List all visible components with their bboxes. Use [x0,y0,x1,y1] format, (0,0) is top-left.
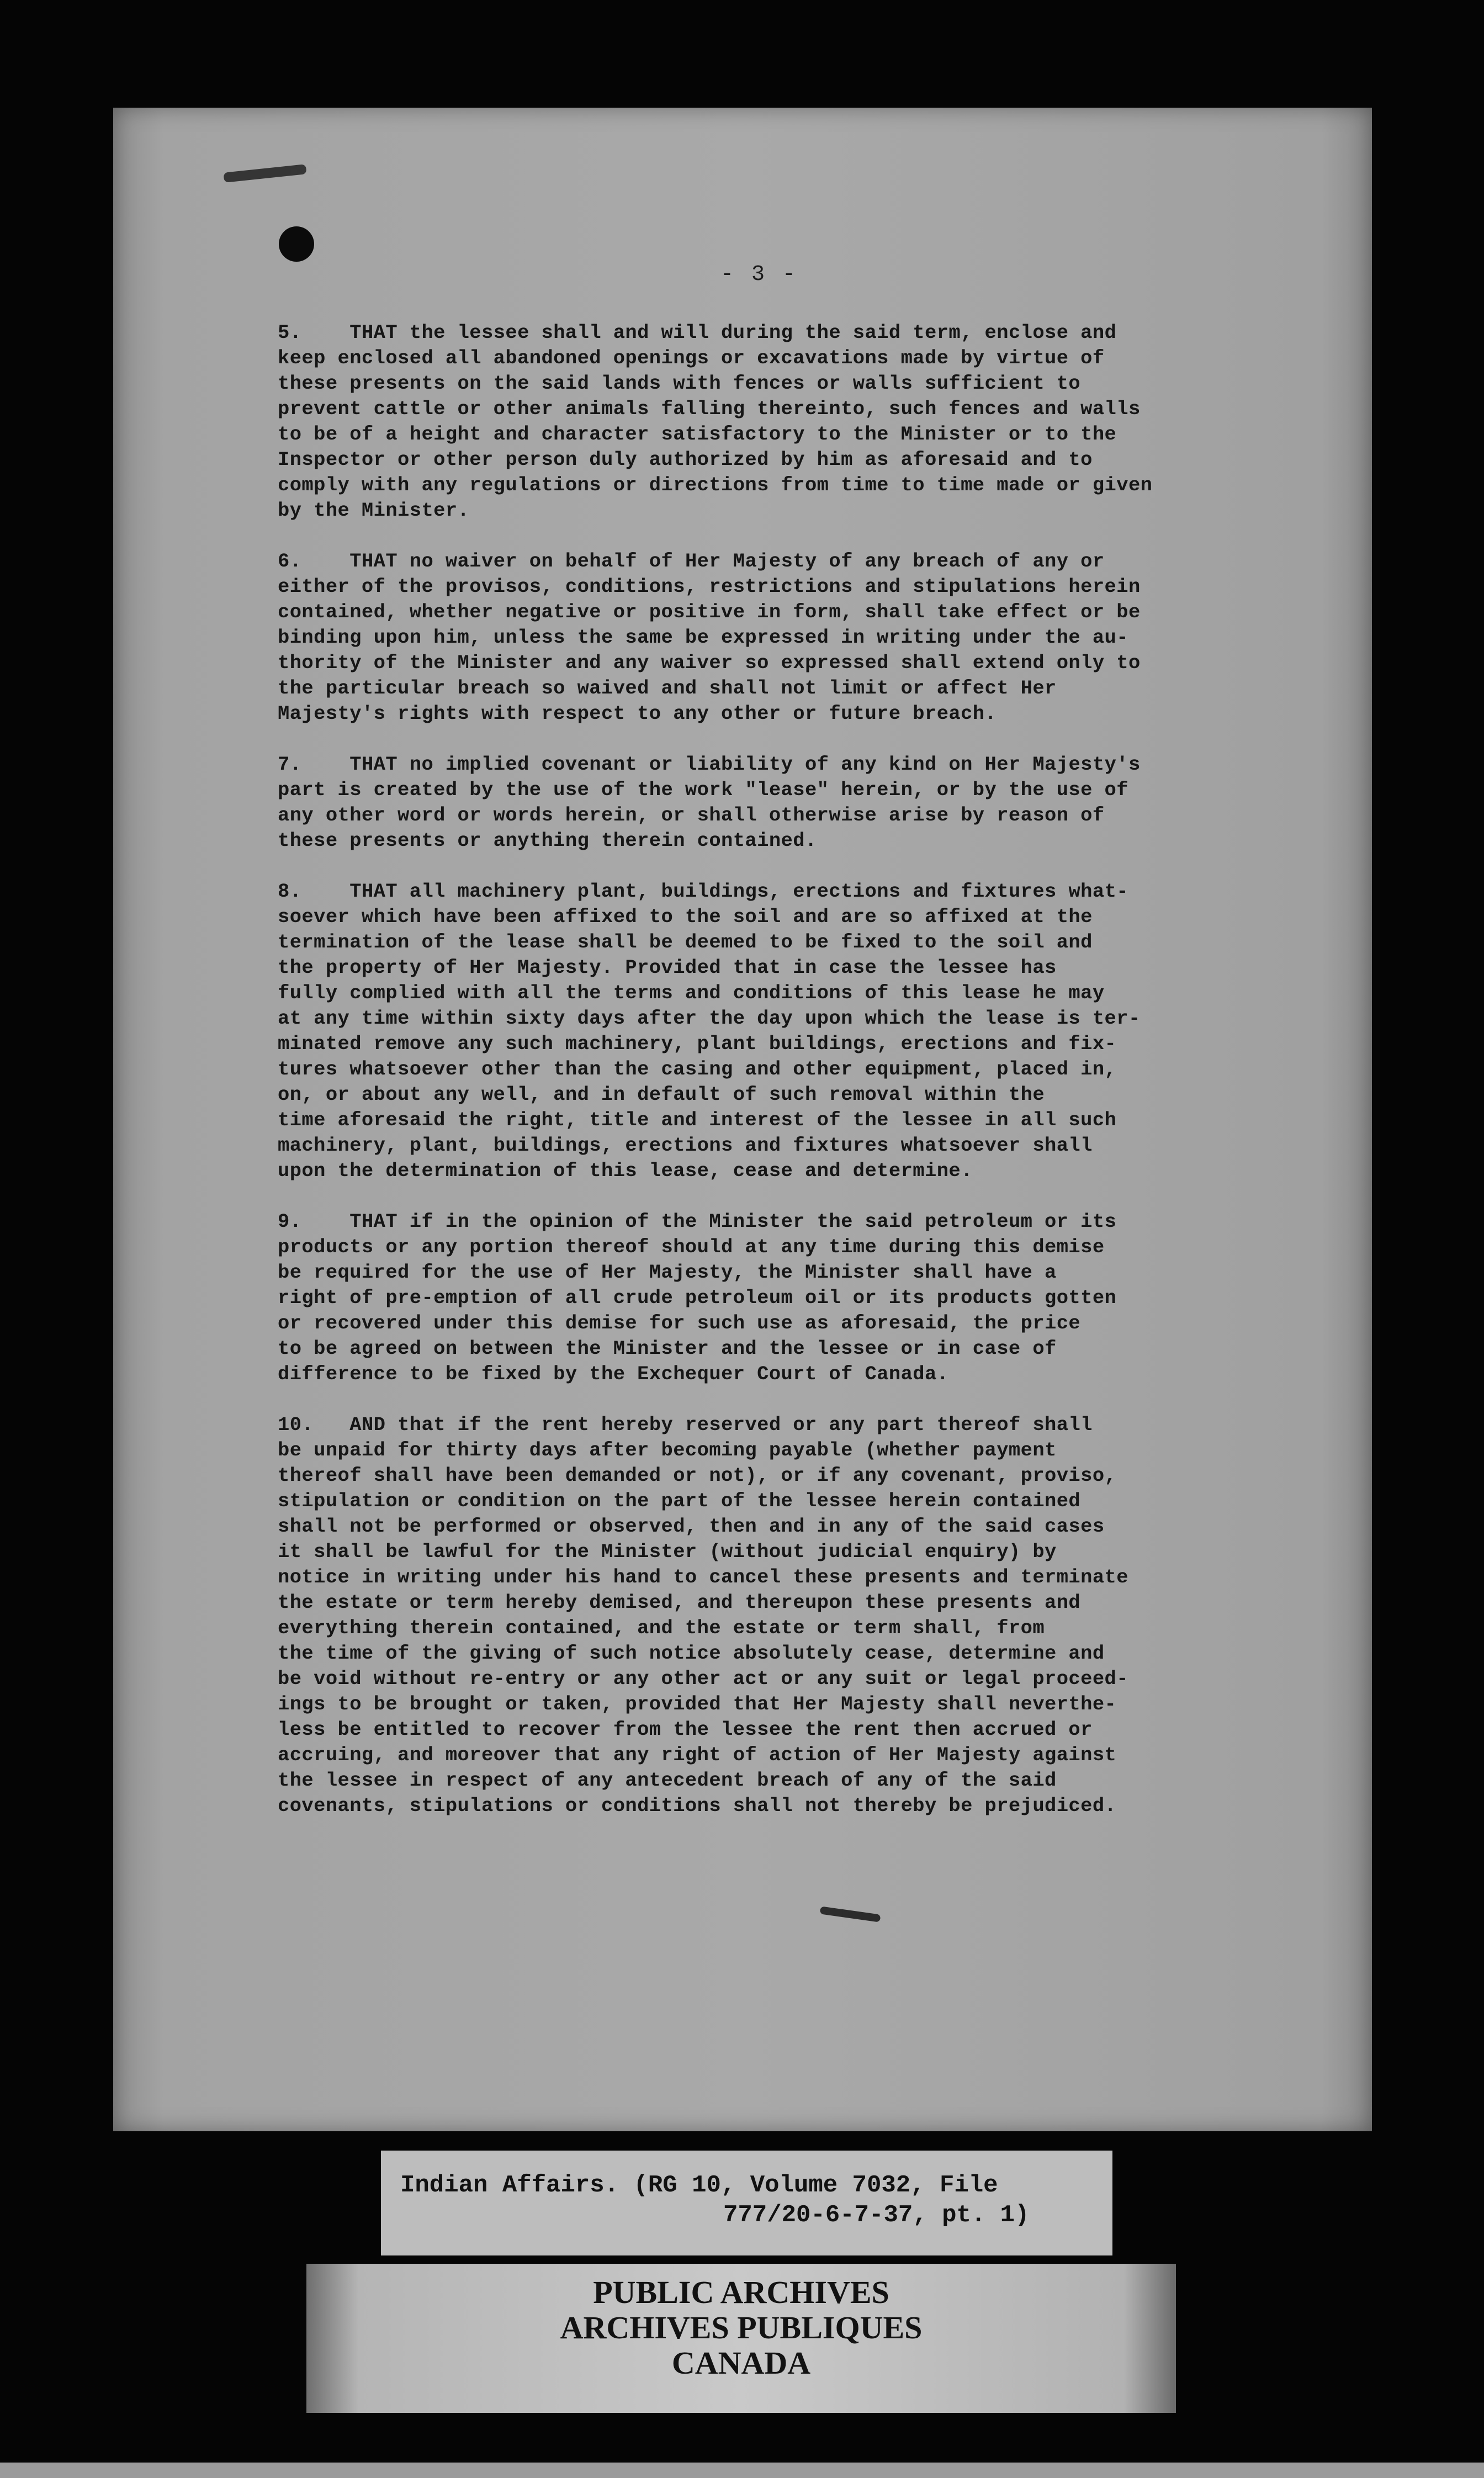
clause-number: 5. [278,321,302,344]
scanned-document-page [113,108,1372,2131]
clause-number: 9. [278,1210,302,1233]
clause-text: AND that if the rent hereby reserved or any part thereof shall be unpaid for thirty days after becoming payable (whether payment thereof shall have been demanded or not), or if any covenant, proviso, stipulation or condition on the part of the lessee herein contained shall not be performed or observed, then and in any of the said cases it shall be lawful for the Minister (without judicial enquiry) by notice in writing under his hand to cancel these presents and terminate the estate or term hereby demised, and thereupon these presents and everything therein contained, and the estate or term shall, from the time of the giving of such notice absolutely cease, determine and be void without re-entry or any other act or any suit or legal proceed- ings to be brought or taken, provided that Her Majesty shall neverthe- less be entitled to recover from the lessee the rent then accrued or accruing, and moreover that any right of action of Her Majesty against the lessee in respect of any antecedent breach of any of the said covenants, stipulations or conditions shall not thereby be prejudiced. [278,1413,1128,1817]
clause-text: THAT no waiver on behalf of Her Majesty of any breach of any or either of the provisos, conditions, restrictions and stipulations herein contained, whether negative or positive in form, shall take effect or be binding upon him, unless the same be expressed in writing under the au- thority of the Minister and any waiver so expressed shall extend only to the particular breach so waived and shall not limit or affect Her Majesty's rights with respect to any other or future breach. [278,550,1141,725]
clause-text: THAT the lessee shall and will during the said term, enclose and keep enclosed all abandoned openings or excavations made by virtue of these presents on the said lands with fences or walls sufficient to prevent cattle or other animals falling thereinto, such fences and walls to be of a height and character satisfactory to the Minister or to the Inspector or other person duly authorized by him as aforesaid and to comply with any regulations or directions from time to time made or given by the Minister. [278,321,1153,522]
archive-stamp-line: CANADA [671,2345,811,2381]
clause-number: 6. [278,550,302,573]
clause-5 [278,320,1249,523]
citation-line: Indian Affairs. (RG 10, Volume 7032, File [400,2172,998,2199]
punch-hole [279,226,314,262]
film-bottom-edge [0,2463,1484,2478]
clause-number: 10. [278,1413,314,1436]
archive-stamp [306,2275,1176,2381]
archive-stamp-line: PUBLIC ARCHIVES [593,2274,889,2310]
clause-text: THAT all machinery plant, buildings, erections and fixtures what- soever which have been affixed to the soil and are so affixed at the termination of the lease shall be deemed to be fixed to the soil and the property of Her Majesty. Provided that in case the lessee has fully complied with all the terms and conditions of this lease he may at any time within sixty days after the day upon which the lease is ter- minated remove any such machinery, plant buildings, erections and fix- tures whatsoever other than the casing and other equipment, placed in, on, or about any well, and in default of such removal within the time aforesaid the right, title and interest of the lessee in all such machinery, plant, buildings, erections and fixtures whatsoever shall upon the determination of this lease, cease and determine. [278,880,1141,1182]
page-number: - 3 - [720,262,798,287]
clause-9 [278,1209,1249,1387]
clause-8 [278,879,1249,1184]
archive-stamp-line: ARCHIVES PUBLIQUES [560,2310,923,2345]
lease-clauses [278,320,1249,1844]
citation-line: 777/20-6-7-37, pt. 1) [723,2201,1030,2229]
ink-smudge-mark [820,1906,881,1922]
clause-text: THAT no implied covenant or liability of any kind on Her Majesty's part is created by the use of the work "lease" herein, or by the use of any other word or words herein, or shall otherwise arise by reason of these presents or anything therein contained. [278,753,1141,852]
clause-7 [278,752,1249,854]
clause-number: 8. [278,880,302,903]
clause-6 [278,549,1249,727]
clause-text: THAT if in the opinion of the Minister the said petroleum or its products or any portion thereof should at any time during this demise be required for the use of Her Majesty, the Minister shall have a right of pre-emption of all crude petroleum oil or its products gotten or recovered under this demise for such use as aforesaid, the price to be agreed on between the Minister and the lessee or in case of difference to be fixed by the Exchequer Court of Canada. [278,1210,1117,1385]
clause-number: 7. [278,753,302,776]
citation-label [381,2151,1112,2255]
archive-stamp-band [306,2264,1176,2413]
ink-smudge-mark [223,164,306,183]
archive-label-strip [0,2151,1484,2416]
clause-10 [278,1412,1249,1819]
